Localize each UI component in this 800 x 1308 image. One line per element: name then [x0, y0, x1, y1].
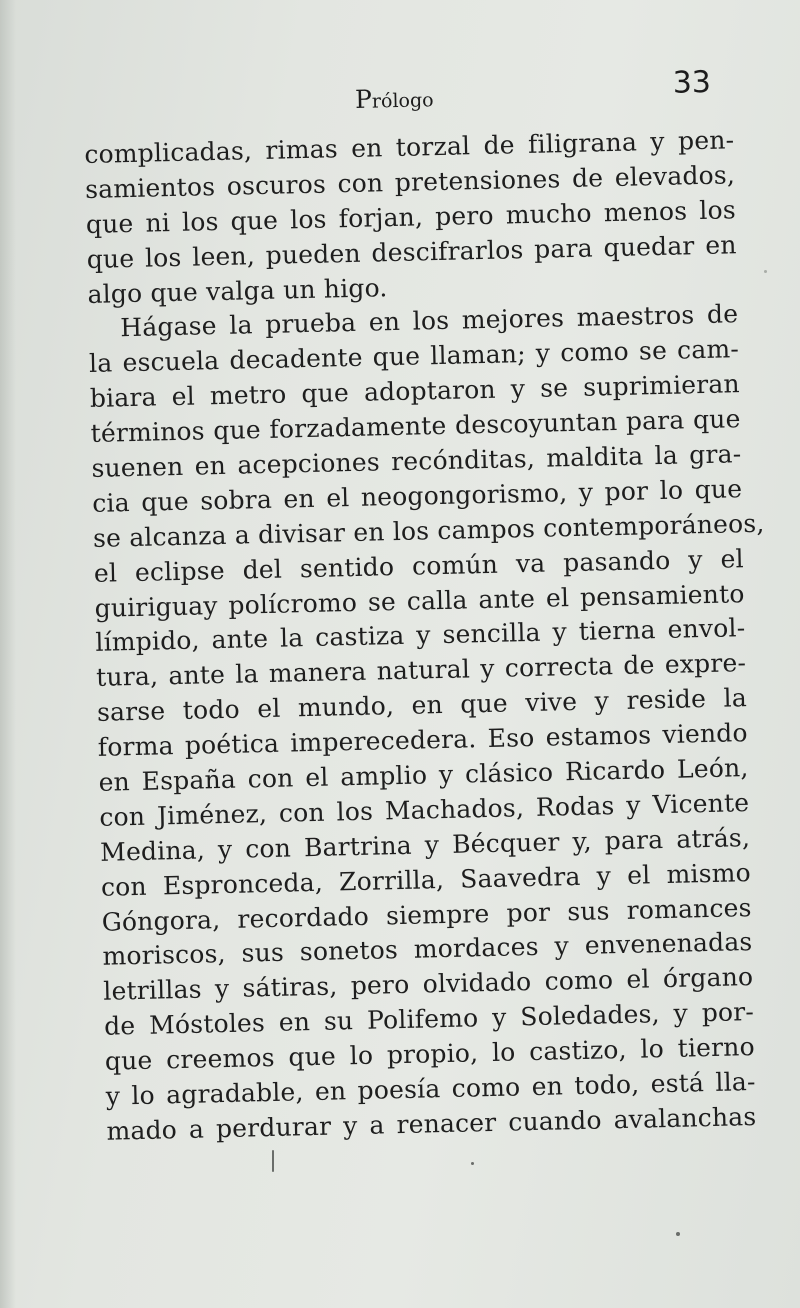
- text-line: complicadas, rimas en torzal de filigrana y pen-: [84, 125, 735, 169]
- text-line: el eclipse del sentido común va pasando y el: [93, 543, 745, 588]
- text-line: términos que forzadamente descoyuntan para que: [90, 404, 741, 449]
- text-line: en España con el amplio y clásico Ricardo León,: [98, 753, 749, 797]
- running-head-rest: rólogo: [371, 89, 434, 113]
- text-line: cia que sobra en el neogongorismo, y por lo que: [91, 474, 743, 518]
- text-line: límpido, ante la castiza y sencilla y tierna envol-: [95, 613, 746, 658]
- text-line: con Jiménez, con los Machados, Rodas y Vicente: [99, 788, 750, 832]
- text-line: y lo agradable, en poesía como en todo, está lla-: [105, 1067, 756, 1111]
- ink-speck: [272, 1150, 274, 1172]
- text-line: forma poética imperecedera. Eso estamos viendo: [97, 718, 748, 762]
- text-line: tura, ante la manera natural y correcta de expre-: [95, 648, 747, 693]
- text-line: suenen en acepciones recónditas, maldita la gra-: [91, 439, 742, 483]
- page-header: [0, 63, 800, 131]
- text-line: que ni los que los forjan, pero mucho menos los: [85, 195, 737, 239]
- text-line: la escuela decadente que llaman; y como se cam-: [88, 334, 740, 379]
- body-text: [84, 123, 765, 1149]
- text-line: de Móstoles en su Polifemo y Soledades, y por-: [103, 997, 755, 1042]
- text-line: Góngora, recordado siempre por sus romances: [101, 892, 752, 937]
- text-line: con Espronceda, Zorrilla, Saavedra y el mismo: [100, 857, 752, 902]
- text-line: que los leen, pueden descifrarlos para quedar en: [86, 229, 737, 274]
- text-line: samientos oscuros con pretensiones de elevados,: [84, 160, 736, 204]
- text-line: guiriguay polícromo se calla ante el pensamiento: [94, 578, 745, 623]
- text-line: biara el metro que adoptaron y se suprimieran: [89, 369, 741, 414]
- page-number: 33: [672, 64, 712, 101]
- ink-speck: [471, 1162, 474, 1165]
- text-line: mado a perdurar y a renacer cuando avalanchas: [106, 1101, 757, 1146]
- page-gutter-shadow: [0, 0, 16, 1308]
- text-line: se alcanza a divisar en los campos contemporáneos,: [92, 508, 765, 553]
- text-line: letrillas y sátiras, pero olvidado como el órgano: [103, 962, 754, 1007]
- text-line: Hágase la prueba en los mejores maestros de: [119, 299, 739, 343]
- text-line: Medina, y con Bartrina y Bécquer y, para atrás,: [99, 822, 751, 867]
- running-head: [355, 83, 434, 114]
- running-head-initial: P: [354, 84, 373, 115]
- text-line: que creemos que lo propio, lo castizo, lo tierno: [104, 1032, 756, 1076]
- ink-speck: [676, 1232, 680, 1236]
- ink-speck: [764, 270, 767, 273]
- text-line: moriscos, sus sonetos mordaces y envenenadas: [102, 927, 753, 972]
- text-line: algo que valga un higo.: [87, 272, 388, 309]
- text-line: sarse todo el mundo, en que vive y reside la: [96, 683, 748, 728]
